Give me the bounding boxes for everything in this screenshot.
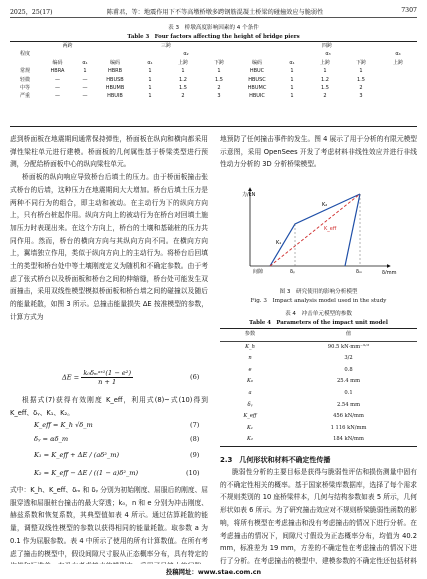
table-cell: HBUSC: [248, 76, 266, 83]
table-cell: 25.4 mm: [336, 378, 361, 385]
eq-intro: [10, 394, 208, 419]
table3-head-alpha: α₁: [82, 59, 88, 66]
table-cell: —: [55, 85, 60, 92]
equation-9: K₁ = K_eff + ΔE / (aδ²_m): [34, 451, 120, 459]
table-cell: 严重: [19, 93, 30, 100]
table-row: [10, 76, 417, 84]
table-cell: 1: [290, 68, 294, 75]
table-cell: 2: [323, 93, 327, 100]
equation-10: K₂ = K_eff − ΔE / ((1 − a)δ²_m): [34, 469, 139, 477]
equation-10-number: (10): [186, 469, 200, 477]
fig3-dy-label: δᵧ: [290, 269, 295, 274]
table-cell: HBRB: [107, 68, 123, 75]
fig3-keff-label: K_eff: [324, 226, 337, 232]
table-cell: 2: [359, 85, 363, 92]
table-cell: —: [82, 85, 88, 92]
table3-head-a3: α₃: [325, 51, 331, 58]
table3-head-a4: α₄: [395, 51, 401, 58]
table-cell: 2: [181, 93, 185, 100]
table-row: [220, 365, 417, 377]
table-cell: δᵧ: [247, 401, 253, 408]
table-row: [220, 353, 417, 365]
right-column-text: [220, 466, 417, 564]
table3-head-upper: 上跨: [177, 59, 188, 66]
equation-8-number: (8): [190, 435, 200, 443]
journal-issue: 2025，25(17): [10, 9, 53, 16]
left-column-tail: [10, 484, 208, 564]
header-rule: [10, 17, 417, 18]
table-cell: HBRA: [50, 68, 65, 75]
table3: [10, 42, 417, 101]
table-row: [220, 388, 417, 400]
table-cell: 1: [290, 76, 294, 83]
table-cell: K₂: [247, 436, 253, 443]
table4-head-value: 值: [345, 331, 352, 337]
table-cell: 1: [83, 68, 87, 75]
table-cell: 1.5: [215, 76, 223, 83]
table-row: [10, 84, 417, 92]
table-cell: 3: [359, 93, 363, 100]
table3-caption-en: Table 3 Four factors affecting the height of bridge piers: [127, 34, 300, 40]
paragraph: 式中：K_h、K_eff、δₘ 和 δᵧ 分别为初始刚度、屈服后的刚度、屈服穿透和屈服桩台撞击的最大穿透；k₀，n 和 e 分别为冲击刚度、赫兹系数和恢复系数，其典型值如表 4 所示。通过估算耗散的能量，调整双线性模型的参数以获得相同的能量耗散。取参数 a 为 0.1 作为屈服参数。表 4 中所示了使用的所有计算数值。在所有考虑了撞击的模型中，假设间隙尺寸服从正态概率分布，具有特定的: [10, 486, 208, 558]
table-row: [220, 423, 417, 435]
table-cell: 456 kN/mm: [333, 413, 364, 420]
right-column-intro: [220, 133, 417, 171]
fig3-k1-label: K₁: [276, 240, 282, 246]
table-cell: K_h: [245, 343, 255, 350]
fig3-dm-label: δₘ: [356, 269, 363, 274]
table-row: [220, 400, 417, 412]
left-column-text: [10, 133, 208, 324]
table4: [220, 329, 417, 446]
table3-head-alpha: α₁: [289, 59, 295, 66]
table-cell: a: [248, 389, 252, 396]
table3-sub-row: [10, 50, 417, 58]
table-cell: 1: [181, 68, 185, 75]
table-cell: —: [55, 76, 60, 83]
page-number: 7307: [401, 7, 417, 14]
table-cell: HBUIC: [249, 93, 265, 100]
table3-head-degree: 程度: [19, 51, 30, 58]
table3-head-three-span: 三跨: [160, 43, 171, 49]
table4-bottom-rule: [220, 446, 417, 447]
running-title: 陈甫君，等：地震作用下不等高墩桥墩多跨钢筋混凝土桥梁的碰撞效应与脆弱性: [106, 9, 324, 16]
table-cell: 1.5: [321, 85, 329, 92]
table4-caption-en: Table 4 Parameters of the impact unit model: [249, 320, 388, 326]
table3-head-code: 编码: [109, 59, 120, 66]
table-cell: 3: [217, 93, 221, 100]
table-cell: HBUMB: [105, 85, 125, 92]
table3-group-row: [10, 42, 417, 50]
table3-head-lower: 下跨: [355, 59, 366, 66]
table3-caption-cn: 表 3 桥墩高度影响因素的 4 个条件: [168, 25, 259, 31]
paragraph: 地预防了任何撞击事件的发生。图 4 展示了用于分析的有限元模型示意图，采用 OpenSees 开发了考虑材料非线性效应并进行非线性动力分析的 3D 分析桥梁模型。: [220, 135, 417, 169]
table-cell: 中等: [19, 85, 30, 92]
table-cell: 2.54 mm: [336, 401, 361, 408]
table4-header-row: [220, 329, 417, 341]
table-cell: 1: [217, 68, 221, 75]
table-cell: 1: [148, 85, 152, 92]
table-cell: 1.2: [321, 76, 329, 83]
table-cell: 1: [148, 68, 152, 75]
table-cell: e: [248, 366, 252, 373]
table-cell: 轻微: [19, 76, 30, 83]
table4-caption-cn: 表 4 冲击单元模型的参数: [285, 311, 352, 317]
equation-7-number: (7): [190, 421, 200, 429]
equation-8: δᵧ = αδ_m: [34, 435, 69, 443]
eq6-lhs: ΔE =: [62, 373, 80, 382]
fig3-gap-label: 间隙: [253, 269, 264, 274]
section-heading: 2.3 几何形状和材料不确定性传播: [220, 456, 331, 464]
table-cell: HBUMC: [247, 85, 267, 92]
table3-head-code: 编码: [251, 59, 262, 66]
table-cell: K₁: [247, 424, 253, 431]
paragraph: 脆弱性分析的主要目标是获得与脆弱性评估和损伤测量中固有的不确定性相关的概率。基于国家桥梁库数据库，选择了每个需求不规则类别的 10 座桥梁样本，几何与结构参数如表 5 所示，几何形状如表 6 所示。为了研究撞击效应对不规则桥梁脆弱性函数的影响，将所有模型在考虑撞击和没有考虑撞击的情况下进行分析。在考虑撞击的情况下，间隙尺寸假设为正态概率分布，均值为 40.2 mm，标准差为 19 mm，方差的不确定性在考虑撞击的情况下进行了分析。在考虑撞击的模型中，建模参数的不确定性还包括材料: [220, 468, 417, 564]
table3-head-code: 编码: [52, 59, 63, 66]
fig3-caption-cn: 图 3 研究使用的影响分析模型: [279, 289, 358, 295]
table-row: [10, 92, 417, 100]
table-row: [220, 376, 417, 388]
table-cell: 1: [323, 68, 327, 75]
table-cell: 1: [148, 93, 152, 100]
table-cell: —: [82, 93, 88, 100]
table-cell: K_eff: [243, 413, 257, 420]
table-cell: 1.5: [357, 76, 365, 83]
table-cell: HBUIB: [107, 93, 123, 100]
table-cell: 0.8: [344, 366, 353, 373]
table-cell: 常规: [19, 68, 30, 75]
eq6-denominator: n + 1: [98, 378, 117, 386]
table3-head-four-span: 四跨: [321, 43, 332, 49]
table-cell: 0.1: [344, 389, 353, 396]
table-cell: 1.2: [179, 76, 187, 83]
table-cell: K₀: [247, 378, 253, 385]
table-cell: 90.5 kN·mm⁻³ᐟ²: [327, 343, 370, 350]
table-cell: 1.5: [179, 85, 187, 92]
equation-9-number: (9): [190, 451, 200, 459]
table-cell: 1: [290, 93, 294, 100]
table3-col-row: [10, 59, 417, 67]
paragraph: 虑到桥面板在地震期间通常保持弹性，桥面板在纵向和横向都采用弹性梁柱单元进行建模。桥面板的几何属性基于桥梁类型进行预测，分配给桥面板中心的纵向梁柱单元。: [10, 135, 208, 169]
paragraph: 根据式(7)获得有效刚度 K_eff，利用式(8)~式(10)得到 K_eff、δᵧ、K₁、K₂。: [10, 396, 208, 417]
table-cell: 2: [217, 85, 221, 92]
table3-head-lower: 下跨: [213, 59, 224, 66]
equation-7: K_eff = K_h √δ_m: [34, 421, 93, 429]
footer-url: 投稿网址：www.stae.com.cn: [165, 568, 262, 576]
table-cell: 3/2: [344, 355, 353, 362]
table-cell: n: [248, 355, 252, 362]
table-row: [220, 341, 417, 353]
paragraph: 桥面板的纵向响应导致桥台后填土的压力。由于桥面板撞击张式桥台的后墙，这种压力在地震期间大大增加。桥台后填土压力是两种不同行为的组合，即主动和被动。在主动行为下的纵向方向上，只有桥台桩起作用。纵向方向上的被动行为在桥台对回填土施加压力时表现出来。在这个方向上，桥台的土壤和基础桩的压力共同作用。然而，桥台的横向方向与其纵向方向不同。在横向方向上，翼墙独立作用，类似于纵向方向上的主动行为。将桥台后回填土的类型和桥台处中等土壤刚度定义为随机和不确定参数。由于考虑了张式桥台以及桥面板和桥台之间的伸缩缝，桥台处可能发生双面撞击，采用双线性模型模拟桥面板和桥台墙之间的碰撞以及随后的能量耗散，如图 3 所示。总撞击能量损失 ΔE 按准模型的参数，计算方式为: [10, 173, 208, 321]
table-cell: HBUSB: [106, 76, 124, 83]
table-cell: 1 116 kN/mm: [330, 424, 367, 431]
table-row: [220, 434, 417, 446]
fig3-caption-en: Fig. 3 Impact analysis model used in the study: [250, 298, 387, 304]
fig3-y-label: 力/kN: [242, 192, 256, 198]
table-row: [220, 411, 417, 423]
table4-head-param: 参数: [244, 331, 256, 337]
table-cell: 1: [290, 85, 294, 92]
table3-head-two-span: 两跨: [62, 43, 73, 49]
table-cell: 184 kN/mm: [333, 436, 364, 443]
table-row: [10, 67, 417, 75]
equation-6: [62, 369, 133, 386]
table-cell: HBUC: [249, 68, 265, 75]
table3-head-upper: 上跨: [319, 59, 330, 66]
equation-6-number: (6): [190, 373, 200, 381]
table-cell: —: [82, 76, 88, 83]
table3-head-a2: α₂: [183, 51, 189, 58]
table-cell: 1: [359, 68, 363, 75]
unloading-curve: [345, 194, 360, 266]
fig3-k2-label: K₂: [322, 202, 328, 208]
effective-stiffness-line: [270, 194, 360, 266]
figure3-diagram: [240, 184, 400, 274]
table-cell: —: [55, 93, 60, 100]
eq6-numerator: k₀δₘᵃˣ¹(1 − e²): [83, 369, 132, 377]
table-cell: 1: [148, 76, 152, 83]
fig3-x-label: δ/mm: [382, 270, 397, 274]
table3-head-upper: 上跨: [392, 59, 403, 66]
table3-bottom-rule: [10, 126, 417, 127]
table3-head-alpha: α₁: [147, 59, 153, 66]
